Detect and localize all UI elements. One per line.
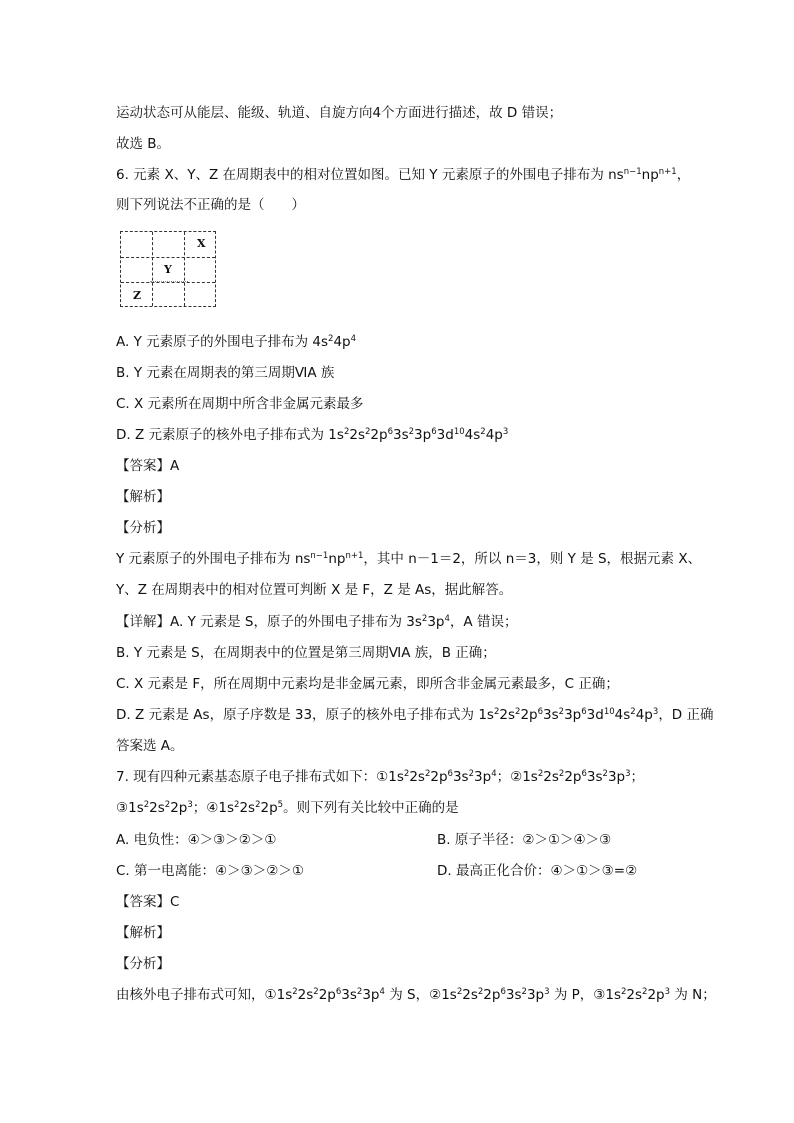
- figure-artifact: [150, 276, 188, 282]
- text: 2s: [626, 987, 643, 1003]
- text: 3s: [586, 769, 603, 785]
- text: 4s: [464, 427, 481, 443]
- text: ，A 错误；: [449, 614, 518, 630]
- superscript: 2: [421, 614, 428, 624]
- text: 3p: [474, 769, 492, 785]
- superscript: 5: [277, 800, 284, 810]
- text: ；②1s: [496, 769, 538, 785]
- superscript: 2: [292, 987, 298, 997]
- text: 答案选 A。: [116, 738, 184, 754]
- text: 为 N；: [670, 987, 716, 1003]
- superscript: 2: [642, 987, 648, 997]
- question-6-stem-line2: [116, 196, 305, 214]
- jiexi-7: [116, 924, 170, 942]
- superscript: 4: [350, 334, 357, 344]
- superscript: 2: [234, 800, 240, 810]
- question-7-stem-line2: [116, 799, 459, 817]
- text: 3s: [393, 427, 409, 443]
- superscript: 2: [328, 334, 334, 344]
- text: 【解析】: [116, 489, 170, 505]
- text: 运动状态可从能层、能级、轨道、自旋方向4个方面进行描述，故 D 错误；: [116, 105, 563, 121]
- superscript: 3: [502, 427, 509, 437]
- text: 3s: [543, 707, 559, 723]
- text: 4s: [614, 707, 631, 723]
- superscript: 2: [620, 987, 627, 997]
- element-y-label: Y: [164, 263, 172, 276]
- text: 2s: [409, 769, 425, 785]
- superscript: 2: [558, 707, 565, 717]
- text: 3d: [436, 427, 454, 443]
- text: 3p: [607, 769, 626, 785]
- text: 3p: [414, 427, 432, 443]
- text: D. Z 元素是 As，原子序数是 33，原子的核外电子排布式为 1s: [116, 707, 494, 723]
- text: np: [641, 167, 659, 183]
- superscript: 10: [603, 707, 615, 717]
- text: B. Y 元素在周期表的第三周期ⅥA 族: [116, 365, 335, 381]
- superscript: 3: [187, 800, 193, 810]
- option-b: [116, 364, 334, 382]
- text: D. 最高正化合价：④＞①＞③=②: [437, 863, 638, 879]
- text: ，: [676, 167, 691, 183]
- text: 2s: [239, 800, 256, 816]
- jiexi-6: [116, 488, 170, 506]
- superscript: 2: [480, 427, 486, 437]
- superscript: 2: [456, 987, 463, 997]
- text: B. 原子半径：②＞①＞④＞③: [437, 832, 612, 848]
- text: 3p: [427, 614, 445, 630]
- text: ，其中 n－1＝2，所以 n＝3，则 Y 是 S，根据元素 X、: [363, 551, 702, 567]
- superscript: 2: [364, 427, 371, 437]
- text: 为 P，③1s: [549, 987, 621, 1003]
- text: 3p: [362, 987, 380, 1003]
- text: 2p: [430, 769, 448, 785]
- text: D. Z 元素原子的核外电子排布式为 1s: [116, 427, 344, 443]
- superscript: n+1: [658, 167, 677, 177]
- superscript: 6: [335, 987, 342, 997]
- text: 【分析】: [116, 520, 170, 536]
- text: ，D 正确: [658, 707, 714, 723]
- text: 2p: [647, 987, 665, 1003]
- fenxi-6: [116, 519, 170, 537]
- superscript: 3: [544, 987, 550, 997]
- text: 4p: [485, 427, 503, 443]
- text: Y、Z 在周期表中的相对位置可判断 X 是 F，Z 是 As，据此解答。: [116, 582, 513, 598]
- detail-6-end: [116, 737, 184, 755]
- text: 6. 元素 X、Y、Z 在周期表中的相对位置如图。已知 Y 元素原子的外围电子排布为 ns: [116, 167, 624, 183]
- superscript: 3: [664, 987, 671, 997]
- q7-option-b: [437, 831, 611, 849]
- superscript: 2: [521, 987, 527, 997]
- detail-6-c: [116, 675, 619, 693]
- superscript: 4: [444, 614, 450, 624]
- text: 为 S，②1s: [384, 987, 457, 1003]
- text: 。则下列有关比较中正确的是: [283, 800, 459, 816]
- superscript: 2: [424, 769, 431, 779]
- q7-option-a: [116, 831, 277, 849]
- option-d: [116, 426, 508, 444]
- text: 3p: [526, 987, 545, 1003]
- answer-6: [116, 457, 179, 475]
- periodic-table-figure: [120, 231, 216, 307]
- superscript: 6: [500, 987, 506, 997]
- text: A. 电负性：④＞③＞②＞①: [116, 832, 277, 848]
- detail-6-d: [116, 706, 714, 724]
- superscript: 3: [625, 769, 631, 779]
- detail-6-a: [116, 613, 517, 631]
- text-line: [116, 135, 170, 153]
- element-z-label: Z: [133, 289, 142, 302]
- superscript: 6: [447, 769, 453, 779]
- superscript: 6: [581, 707, 587, 717]
- superscript: 4: [379, 987, 385, 997]
- text: 2s: [349, 427, 365, 443]
- text: 3p: [564, 707, 582, 723]
- analysis-6-line1: [116, 550, 701, 568]
- text: C. X 元素所在周期中所含非金属元素最多: [116, 396, 364, 412]
- text: 2p: [483, 987, 501, 1003]
- text: 2p: [370, 427, 388, 443]
- superscript: 2: [255, 800, 261, 810]
- superscript: 2: [630, 707, 636, 717]
- text: 3s: [452, 769, 469, 785]
- superscript: 3: [652, 707, 659, 717]
- text: 【答案】C: [116, 894, 180, 910]
- fenxi-7: [116, 955, 170, 973]
- detail-6-b: [116, 644, 496, 662]
- text: 【解析】: [116, 925, 170, 941]
- text: 7. 现有四种元素基态原子电子排布式如下：①1s: [116, 769, 404, 785]
- option-c: [116, 395, 364, 413]
- q7-option-d: [437, 862, 637, 880]
- analysis-6-line2: [116, 581, 512, 599]
- text: C. X 元素是 F，所在周期中元素均是非金属元素，即所含非金属元素最多，C 正确；: [116, 676, 619, 692]
- superscript: 4: [491, 769, 497, 779]
- text: A. Y 元素原子的外围电子排布为 4s: [116, 334, 329, 350]
- text: 2p: [564, 769, 582, 785]
- text: 由核外电子排布式可知，①1s: [116, 987, 293, 1003]
- text: ；: [630, 769, 645, 785]
- superscript: 2: [356, 987, 363, 997]
- superscript: 2: [343, 427, 350, 437]
- text: 2s: [462, 987, 478, 1003]
- text: 故选 B。: [116, 136, 171, 152]
- superscript: 2: [164, 800, 171, 810]
- text: 【详解】A. Y 元素是 S，原子的外围电子排布为 3s: [116, 614, 422, 630]
- superscript: 2: [143, 800, 150, 810]
- answer-7: [116, 893, 179, 911]
- text: 【答案】A: [116, 458, 180, 474]
- superscript: 2: [515, 707, 521, 717]
- superscript: 2: [468, 769, 475, 779]
- text: 【分析】: [116, 956, 170, 972]
- text: ；④1s: [192, 800, 235, 816]
- text: np: [328, 551, 346, 567]
- option-a: [116, 333, 356, 351]
- superscript: 10: [453, 427, 465, 437]
- superscript: 2: [403, 769, 410, 779]
- q7-option-c: [116, 862, 304, 880]
- text: B. Y 元素是 S，在周期表中的位置是第三周期ⅥA 族，B 正确；: [116, 645, 496, 661]
- text: Y 元素原子的外围电子排布为 ns: [116, 551, 311, 567]
- grid-line: [184, 232, 185, 306]
- question-6-stem: [116, 166, 690, 184]
- superscript: n−1: [310, 551, 329, 561]
- text: 2s: [149, 800, 165, 816]
- superscript: 6: [431, 427, 437, 437]
- text: 2p: [170, 800, 188, 816]
- text: 4p: [333, 334, 351, 350]
- text: 则下列说法不正确的是（ ）: [116, 197, 305, 213]
- superscript: n−1: [623, 167, 642, 177]
- superscript: 6: [387, 427, 393, 437]
- superscript: 6: [537, 707, 544, 717]
- text: 3d: [586, 707, 604, 723]
- superscript: 2: [558, 769, 565, 779]
- superscript: 2: [313, 987, 319, 997]
- grid-line: [121, 257, 215, 258]
- superscript: 2: [537, 769, 544, 779]
- text: 4p: [635, 707, 653, 723]
- text: 2s: [297, 987, 314, 1003]
- superscript: 2: [602, 769, 608, 779]
- text: ③1s: [116, 800, 144, 816]
- text: 2s: [499, 707, 516, 723]
- text-line: [116, 104, 562, 122]
- superscript: n+1: [345, 551, 364, 561]
- text: 2s: [543, 769, 559, 785]
- superscript: 6: [581, 769, 587, 779]
- superscript: 2: [493, 707, 500, 717]
- question-7-stem: [116, 768, 644, 786]
- text: 2p: [318, 987, 336, 1003]
- text: 3s: [341, 987, 357, 1003]
- grid-line: [152, 232, 153, 306]
- text: 2p: [520, 707, 538, 723]
- text: 2p: [260, 800, 278, 816]
- superscript: 2: [408, 427, 415, 437]
- superscript: 2: [477, 987, 484, 997]
- analysis-7-line1: [116, 986, 716, 1004]
- text: C. 第一电离能：④＞③＞②＞①: [116, 863, 304, 879]
- text: 3s: [505, 987, 522, 1003]
- element-x-label: X: [197, 237, 206, 250]
- grid-line: [121, 282, 215, 283]
